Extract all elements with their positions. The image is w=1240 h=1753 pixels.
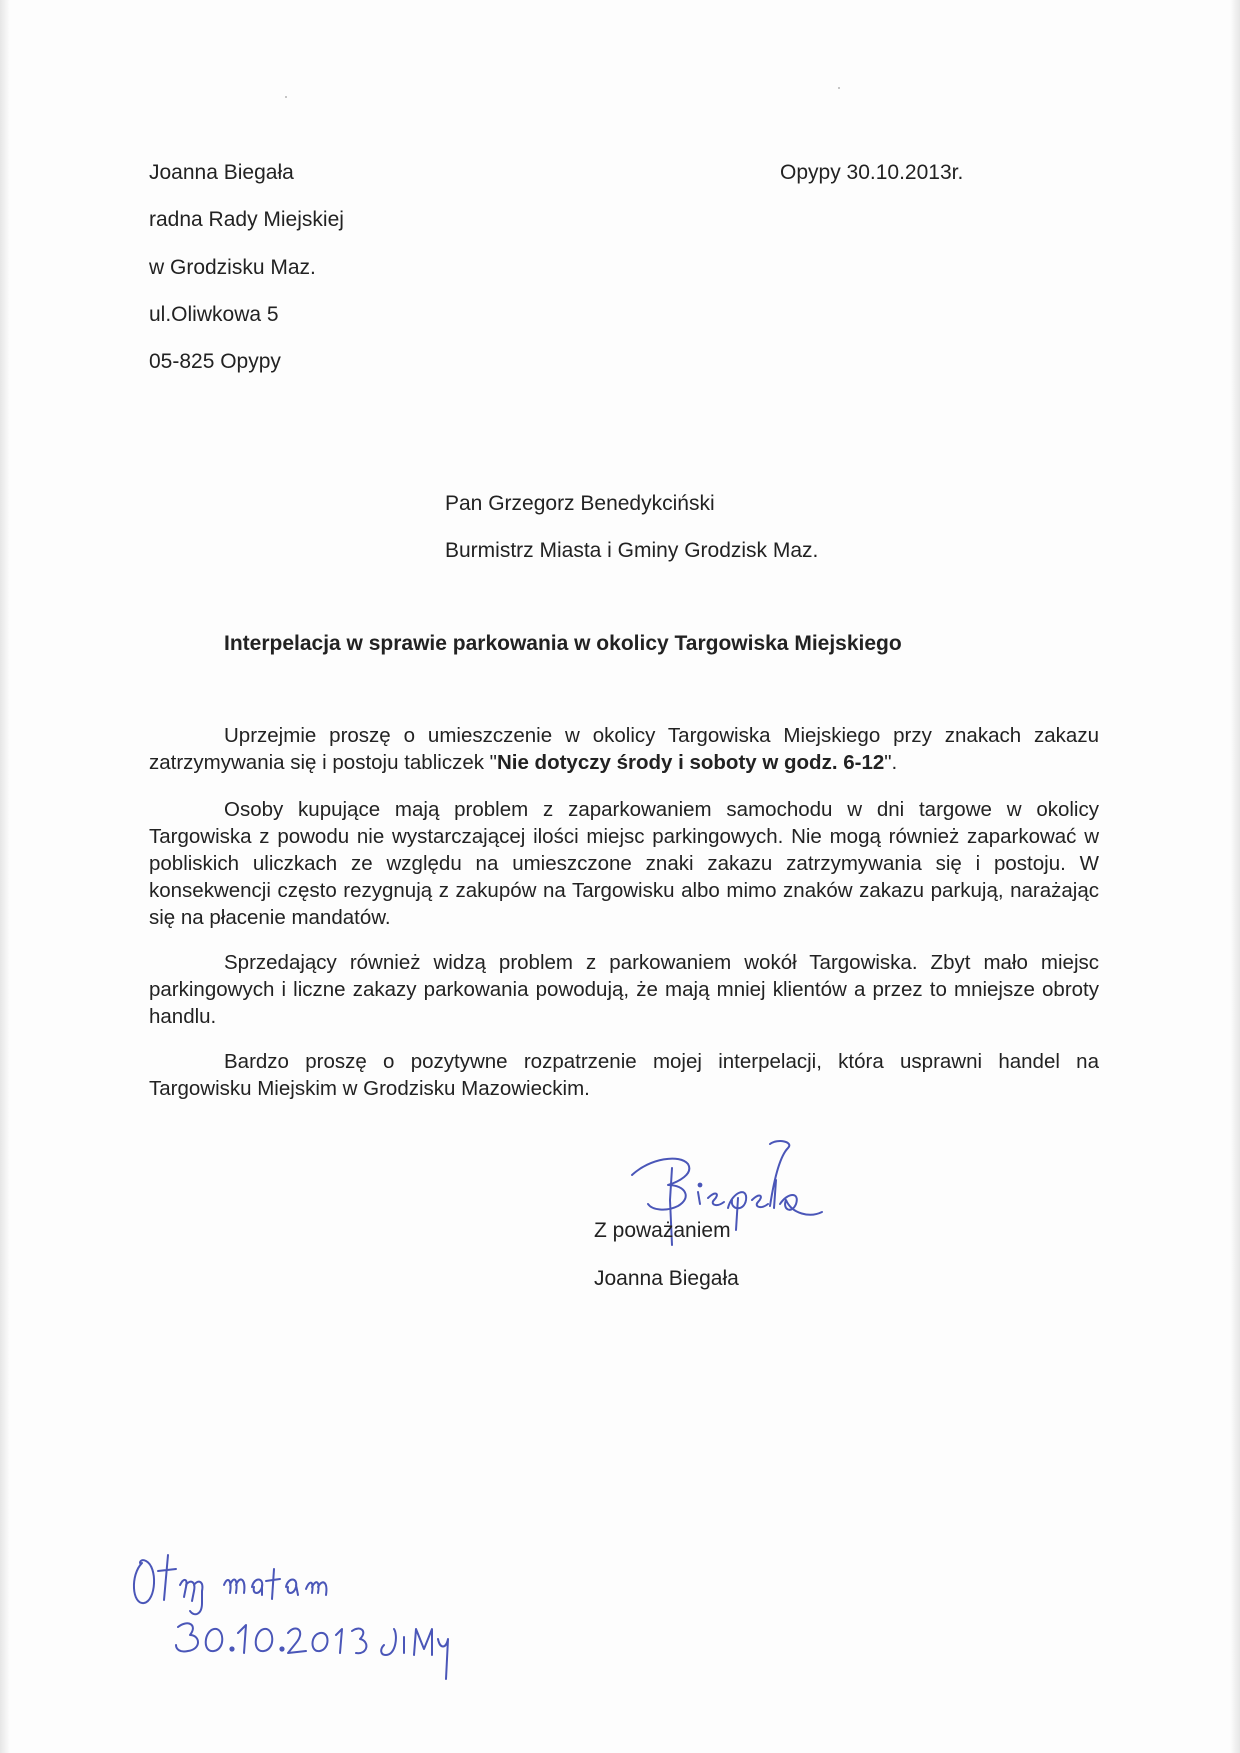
sender-name: Joanna Biegała (149, 161, 294, 184)
sender-postal-city: 05-825 Opypy (149, 350, 281, 373)
letter-date: Opypy 30.10.2013r. (780, 161, 964, 184)
receipt-note-drawing (128, 1545, 468, 1715)
sender-council-location: w Grodzisku Maz. (149, 256, 316, 279)
scan-edge-right (1230, 0, 1240, 1753)
body-paragraph-3 (149, 949, 1099, 1030)
sender-street: ul.Oliwkowa 5 (149, 303, 279, 326)
body-paragraph-4 (149, 1048, 1099, 1102)
recipient-name: Pan Grzegorz Benedykciński (445, 492, 715, 515)
scan-speck (285, 96, 287, 98)
body-paragraph-2 (149, 796, 1099, 931)
body-paragraph-3-text: Sprzedający również widzą problem z parkowaniem wokół Targowiska. Zbyt mało miejsc parkingowych i liczne zakazy parkowania powodują, że mają mniej klientów a przez to mniejsze obroty handlu. (149, 951, 1099, 1028)
closing-greeting: Z poważaniem (594, 1219, 731, 1242)
scan-speck (838, 87, 840, 89)
body-paragraph-1 (149, 722, 1099, 776)
handwritten-receipt-note (128, 1545, 468, 1715)
body-paragraph-2-text: Osoby kupujące mają problem z zaparkowaniem samochodu w dni targowe w okolicy Targowiska z powodu nie wystarczającej ilości miejsc parkingowych. Nie mogą również zaparkować w pobliskich uliczkach ze względu na umieszczone znaki zakazu zatrzymywania się i postoju. W konsekwencji często rezygnują z zakupów na Targowisku albo mimo znaków zakazu parkują, narażając się na płacenie mandatów. (149, 798, 1099, 929)
body-paragraph-1-text: Uprzejmie proszę o umieszczenie w okolicy Targowiska Miejskiego przy znakach zakazu zatrzymywania się i postoju tabliczek " (149, 724, 1099, 774)
body-paragraph-4-text: Bardzo proszę o pozytywne rozpatrzenie mojej interpelacji, która usprawni handel na Targowisku Miejskim w Grodzisku Mazowieckim. (149, 1050, 1099, 1100)
recipient-title: Burmistrz Miasta i Gminy Grodzisk Maz. (445, 539, 819, 562)
body-paragraph-1-emphasis: Nie dotyczy środy i soboty w godz. 6-12 (496, 751, 885, 774)
closing-name: Joanna Biegała (594, 1267, 739, 1290)
body-paragraph-1-end: ". (884, 751, 898, 774)
sender-role: radna Rady Miejskiej (149, 208, 344, 231)
letter-subject: Interpelacja w sprawie parkowania w okolicy Targowiska Miejskiego (224, 632, 902, 655)
scan-edge-left (0, 0, 10, 1753)
